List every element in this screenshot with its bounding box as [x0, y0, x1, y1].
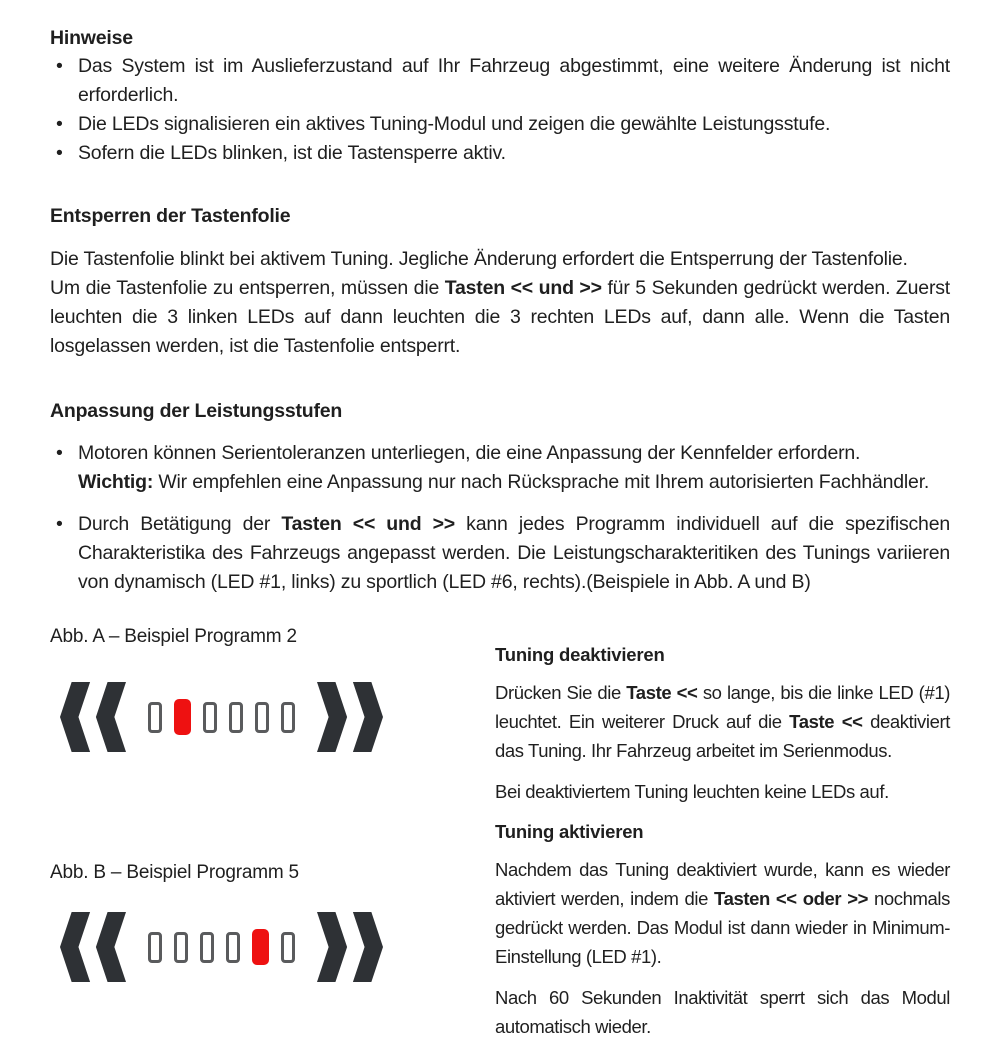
list-item [50, 52, 950, 110]
bullet-text: Das System ist im Auslieferzustand auf Ihr Fahrzeug abgestimmt, eine weitere Änderung ist nicht erforderlich. [78, 55, 950, 106]
entsperren-paragraph [50, 245, 950, 361]
aktivieren-paragraph [495, 855, 950, 971]
list-item [50, 510, 950, 597]
double-chevron-left-icon [60, 912, 126, 982]
led-strip [148, 699, 295, 735]
bold-run: Taste << [789, 711, 863, 732]
text-run: Wir empfehlen eine Anpassung nur nach Rücksprache mit Ihrem autorisierten Fachhändler. [153, 471, 930, 493]
bold-run: Tasten << und >> [444, 277, 602, 299]
led-on [174, 699, 191, 735]
led-off [226, 932, 240, 963]
heading-tuning-deaktivieren: Tuning deaktivieren [495, 644, 665, 665]
text-run: Um die Tastenfolie zu entsperren, müssen die [50, 277, 445, 299]
section-heading-anpassung: Anpassung der Leistungsstufen [50, 400, 343, 422]
heading-tuning-aktivieren: Tuning aktivieren [495, 821, 644, 842]
led-off [255, 702, 269, 733]
text-run: nochmals gedrückt werden. Das Modul ist dann wieder in Minimum-Einstellung (LED #1). [495, 888, 950, 967]
figures-section [50, 623, 950, 1041]
text-run: kann jedes Programm individuell auf die spezifischen Charakteristika des Fahrzeugs angepasst werden. Die Leistungscharakteritiken des Tunings variieren von dynamisch (LED #1, links) zu sportlich (LED #6, rechts).(Beispiele in Abb. A und B) [78, 513, 950, 593]
list-item [50, 139, 950, 168]
bullet-text: Die LEDs signalisieren ein aktives Tuning-Modul und zeigen die gewählte Leistungsstufe. [78, 113, 831, 135]
led-off [148, 932, 162, 963]
figure-b-label: Abb. B – Beispiel Programm 5 [50, 862, 299, 883]
section-heading-hinweise: Hinweise [50, 27, 133, 49]
bullet-text [78, 439, 950, 497]
bullet-text: Sofern die LEDs blinken, ist die Tastensperre aktiv. [78, 142, 506, 164]
figure-b-graphic [60, 911, 488, 983]
figure-a-label: Abb. A – Beispiel Programm 2 [50, 626, 297, 647]
led-off [200, 932, 214, 963]
section-heading-entsperren: Entsperren der Tastenfolie [50, 205, 291, 227]
bullet-icon: • [56, 442, 63, 464]
bullet-icon: • [56, 113, 63, 135]
bullet-text [78, 510, 950, 597]
double-chevron-left-icon [60, 682, 126, 752]
figures-column [50, 623, 488, 1041]
text-run: Die Tastenfolie blinkt bei aktivem Tuning. Jegliche Änderung erfordert die Entsperrung der Tastenfolie. [50, 248, 908, 270]
bold-run: Taste << [626, 682, 698, 703]
instructions-column [488, 623, 950, 1041]
text-run: Motoren können Serientoleranzen unterliegen, die eine Anpassung der Kennfelder erfordern. [78, 442, 861, 464]
text-run: Nachdem das Tuning deaktiviert wurde, kann es wieder aktiviert werden, indem die [495, 859, 950, 909]
bold-run: Tasten << oder >> [714, 888, 869, 909]
figure-a-graphic [60, 681, 488, 753]
text-run: Drücken Sie die [495, 682, 627, 703]
list-item [50, 439, 950, 497]
led-on [252, 929, 269, 965]
deaktivieren-paragraph [495, 678, 950, 765]
deaktivieren-note: Bei deaktiviertem Tuning leuchten keine LEDs auf. [495, 781, 889, 802]
double-chevron-right-icon [317, 912, 383, 982]
bold-run: Wichtig: [78, 471, 154, 493]
led-off [148, 702, 162, 733]
text-run: Durch Betätigung der [78, 513, 282, 535]
bullet-icon: • [56, 55, 63, 77]
bullet-icon: • [56, 142, 63, 164]
led-strip [148, 929, 295, 965]
bold-run: Tasten << und >> [281, 513, 455, 535]
text-run: deaktiviert das Tuning. Ihr Fahrzeug arbeitet im Serienmodus. [495, 711, 950, 761]
aktivieren-note: Nach 60 Sekunden Inaktivität sperrt sich das Modul automatisch wieder. [495, 987, 950, 1037]
anpassung-bullet-list [50, 439, 950, 597]
double-chevron-right-icon [317, 682, 383, 752]
text-run: für 5 Sekunden gedrückt werden. Zuerst leuchten die 3 linken LEDs auf dann leuchten die 3 rechten LEDs auf, dann alle. Wenn die Tasten losgelassen werden, ist die Tastenfolie entsperrt. [50, 277, 950, 357]
hinweise-bullet-list [50, 52, 950, 168]
list-item [50, 110, 950, 139]
led-off [203, 702, 217, 733]
led-off [281, 702, 295, 733]
bullet-icon: • [56, 513, 63, 535]
led-off [281, 932, 295, 963]
led-off [229, 702, 243, 733]
text-run: so lange, bis die linke LED (#1) leuchtet. Ein weiterer Druck auf die [495, 682, 950, 732]
led-off [174, 932, 188, 963]
